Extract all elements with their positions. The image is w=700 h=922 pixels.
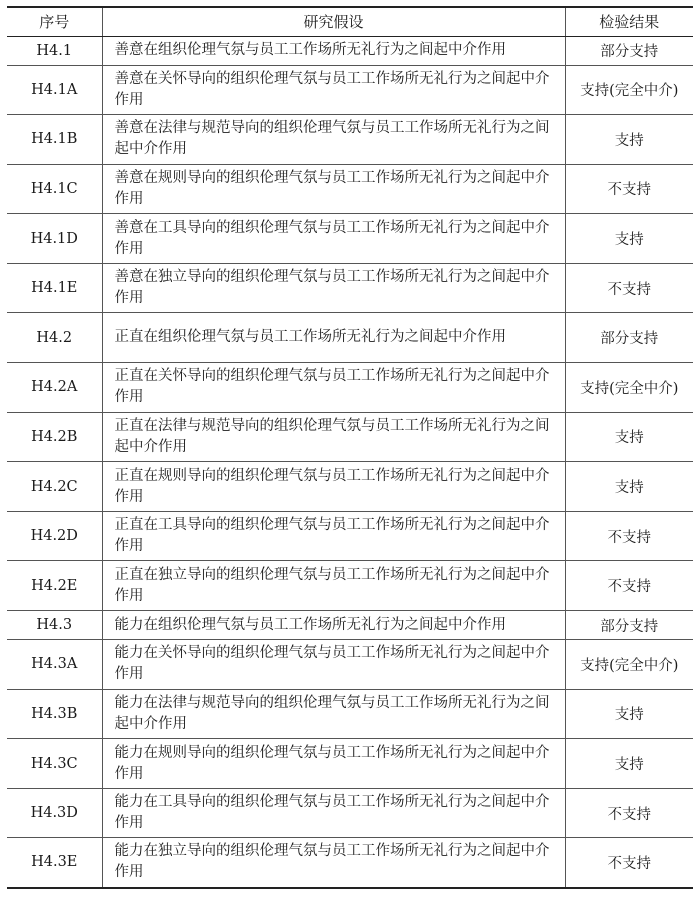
row-hypothesis: 能力在规则导向的组织伦理气氛与员工工作场所无礼行为之间起中介作用: [102, 739, 565, 789]
row-hypothesis: 正直在组织伦理气氛与员工工作场所无礼行为之间起中介作用: [102, 313, 565, 363]
row-hypothesis: 正直在法律与规范导向的组织伦理气氛与员工工作场所无礼行为之间起中介作用: [102, 412, 565, 462]
row-id: H4.2B: [7, 412, 102, 462]
row-id: H4.3: [7, 611, 102, 640]
row-id: H4.1A: [7, 65, 102, 115]
row-result: 不支持: [565, 511, 693, 561]
table-row: [7, 313, 693, 363]
row-hypothesis: 能力在关怀导向的组织伦理气氛与员工工作场所无礼行为之间起中介作用: [102, 640, 565, 690]
row-id: H4.1E: [7, 263, 102, 313]
row-id: H4.1D: [7, 214, 102, 264]
header-result: 检验结果: [565, 7, 693, 36]
table-row: [7, 363, 693, 413]
row-result: 支持: [565, 412, 693, 462]
table-row: [7, 561, 693, 611]
table-body: [7, 36, 693, 888]
row-result: 不支持: [565, 263, 693, 313]
row-result: 支持(完全中介): [565, 65, 693, 115]
row-id: H4.2A: [7, 363, 102, 413]
table-row: [7, 214, 693, 264]
row-hypothesis: 正直在独立导向的组织伦理气氛与员工工作场所无礼行为之间起中介作用: [102, 561, 565, 611]
header-id: 序号: [7, 7, 102, 36]
table-row: [7, 412, 693, 462]
row-result: 部分支持: [565, 313, 693, 363]
row-hypothesis: 能力在组织伦理气氛与员工工作场所无礼行为之间起中介作用: [102, 611, 565, 640]
row-hypothesis: 善意在法律与规范导向的组织伦理气氛与员工工作场所无礼行为之间起中介作用: [102, 115, 565, 165]
table-row: [7, 788, 693, 838]
table-row: [7, 164, 693, 214]
row-hypothesis: 善意在规则导向的组织伦理气氛与员工工作场所无礼行为之间起中介作用: [102, 164, 565, 214]
row-hypothesis: 正直在工具导向的组织伦理气氛与员工工作场所无礼行为之间起中介作用: [102, 511, 565, 561]
row-id: H4.3D: [7, 788, 102, 838]
row-result: 部分支持: [565, 36, 693, 65]
row-result: 部分支持: [565, 611, 693, 640]
row-result: 不支持: [565, 561, 693, 611]
row-result: 不支持: [565, 164, 693, 214]
table-row: [7, 838, 693, 888]
row-id: H4.3E: [7, 838, 102, 888]
row-result: 支持: [565, 689, 693, 739]
table-row: [7, 462, 693, 512]
row-hypothesis: 能力在独立导向的组织伦理气氛与员工工作场所无礼行为之间起中介作用: [102, 838, 565, 888]
row-id: H4.1: [7, 36, 102, 65]
row-hypothesis: 能力在法律与规范导向的组织伦理气氛与员工工作场所无礼行为之间起中介作用: [102, 689, 565, 739]
row-result: 不支持: [565, 838, 693, 888]
table-row: [7, 115, 693, 165]
table-row: [7, 739, 693, 789]
hypothesis-results-table-container: [7, 6, 693, 889]
row-hypothesis: 能力在工具导向的组织伦理气氛与员工工作场所无礼行为之间起中介作用: [102, 788, 565, 838]
table-row: [7, 640, 693, 690]
row-id: H4.1C: [7, 164, 102, 214]
row-hypothesis: 善意在工具导向的组织伦理气氛与员工工作场所无礼行为之间起中介作用: [102, 214, 565, 264]
row-hypothesis: 善意在关怀导向的组织伦理气氛与员工工作场所无礼行为之间起中介作用: [102, 65, 565, 115]
row-hypothesis: 善意在独立导向的组织伦理气氛与员工工作场所无礼行为之间起中介作用: [102, 263, 565, 313]
row-id: H4.3B: [7, 689, 102, 739]
table-row: [7, 65, 693, 115]
row-id: H4.2E: [7, 561, 102, 611]
row-result: 支持: [565, 214, 693, 264]
row-id: H4.1B: [7, 115, 102, 165]
table-row: [7, 263, 693, 313]
table-row: [7, 611, 693, 640]
row-result: 支持: [565, 739, 693, 789]
row-result: 支持(完全中介): [565, 640, 693, 690]
row-result: 支持(完全中介): [565, 363, 693, 413]
row-result: 支持: [565, 115, 693, 165]
table-row: [7, 689, 693, 739]
row-id: H4.3A: [7, 640, 102, 690]
row-id: H4.2C: [7, 462, 102, 512]
table-row: [7, 36, 693, 65]
row-hypothesis: 善意在组织伦理气氛与员工工作场所无礼行为之间起中介作用: [102, 36, 565, 65]
header-hypothesis: 研究假设: [102, 7, 565, 36]
hypothesis-results-table: [7, 6, 693, 889]
row-id: H4.2D: [7, 511, 102, 561]
row-result: 不支持: [565, 788, 693, 838]
row-hypothesis: 正直在规则导向的组织伦理气氛与员工工作场所无礼行为之间起中介作用: [102, 462, 565, 512]
table-row: [7, 511, 693, 561]
row-id: H4.2: [7, 313, 102, 363]
row-hypothesis: 正直在关怀导向的组织伦理气氛与员工工作场所无礼行为之间起中介作用: [102, 363, 565, 413]
row-id: H4.3C: [7, 739, 102, 789]
row-result: 支持: [565, 462, 693, 512]
table-header-row: [7, 7, 693, 36]
